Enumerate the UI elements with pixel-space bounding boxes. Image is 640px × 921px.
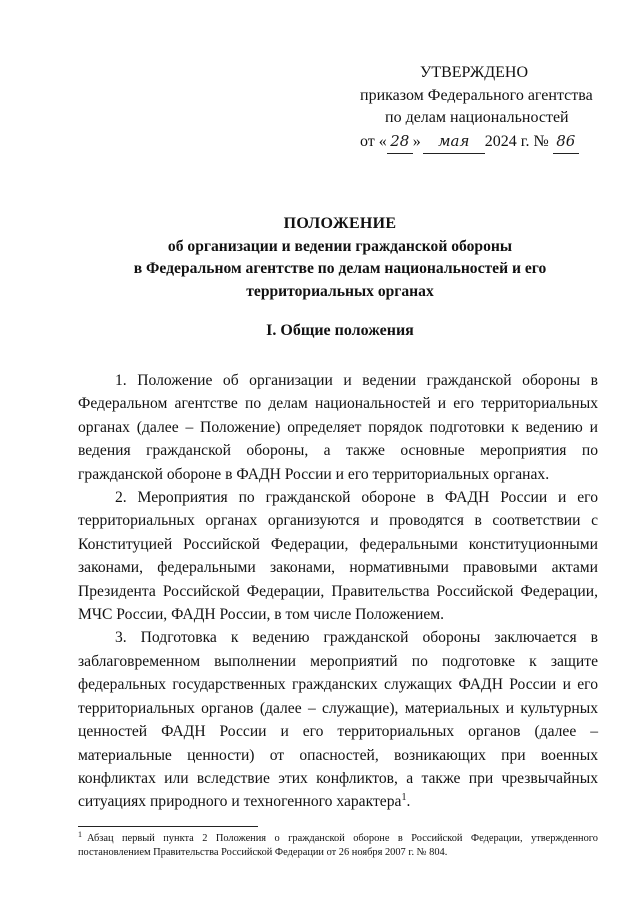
date-year: 2024 г. № [484,132,549,150]
title-main: ПОЛОЖЕНИЕ [283,215,397,232]
title-line-4: территориальных органах [246,282,434,300]
paragraph-3: 3. Подготовка к ведению гражданской обороны заключается в заблаговременном выполнении мероприятий по подготовке к защите федеральных государственных гражданских служащих ФАДН России и его территориальных органов (далее – служащие), материальных и культурных ценностей ФАДН России и его территориальных органов (далее – материальные ценности) от опасностей, возникающих при военных конфликтах или вследствие этих конфликтов, а также при чрезвычайных ситуациях природного и техногенного характера$^1$. [78,629,598,811]
date-mid: » [412,132,421,150]
paragraph-3-text: 3. Подготовка к ведению гражданской обороны заключается в заблаговременном выполнении мероприятий по подготовке к защите федеральных государственных гражданских служащих ФАДН России и его территориальных органов (далее – служащие), материальных и культурных ценностей ФАДН России и его территориальных органов (далее – материальные ценности) от опасностей, возникающих при военных конфликтах или вследствие этих конфликтов, а также при чрезвычайных ситуациях природного и техногенного характера [78,629,598,811]
approval-date-line [330,130,590,155]
paragraph-1: 1. Положение об организации и ведении гражданской обороны в Федеральном агентстве по делам национальностей и его территориальных органах (далее – Положение) определяет порядок подготовки к ведению и ведения гражданской обороны, а также основные мероприятия по гражданской обороне в ФАДН России и его территориальных органах. [78,372,598,483]
title-line-2: об организации и ведении гражданской обороны [167,237,513,255]
footnote-reference[interactable]: 1 [401,792,407,804]
date-day-field [387,130,413,155]
order-number-handwritten: 86 [556,131,576,150]
footnote [78,829,598,860]
date-month-handwritten: мая [438,131,470,150]
approval-agency-line: по делам национальностей [385,109,569,126]
footnote-text: Абзац первый пункта 2 Положения о гражданской обороне в Российской Федерации, утвержденного постановлением Правительства Российской Федерации от 26 ноября 2007 г. № 804. [78,833,598,858]
date-day-handwritten: 28 [390,131,410,150]
order-number-field [553,130,579,155]
date-month-field [423,130,485,155]
document-title [60,213,620,303]
section-heading: I. Общие положения [266,322,414,339]
approval-order-line: приказом Федерального агентства [360,86,593,104]
approval-title: УТВЕРЖДЕНО [420,64,529,81]
footnote-divider [78,826,258,827]
footnote-mark: 1 [78,829,82,839]
title-line-3: в Федеральном агентстве по делам национальностей и его [133,260,547,277]
approval-block [330,62,593,154]
date-prefix: от « [360,132,387,150]
document-body [78,369,598,814]
paragraph-2: 2. Мероприятия по гражданской обороне в ФАДН России и его территориальных органах организуются и проводятся в соответствии с Конституцией Российской Федерации, федеральными конституционными законами, федеральными законами, нормативными правовыми актами Президента Российской Федерации, Правительства Российской Федерации, МЧС России, ФАДН России, в том числе Положением. [78,489,598,624]
